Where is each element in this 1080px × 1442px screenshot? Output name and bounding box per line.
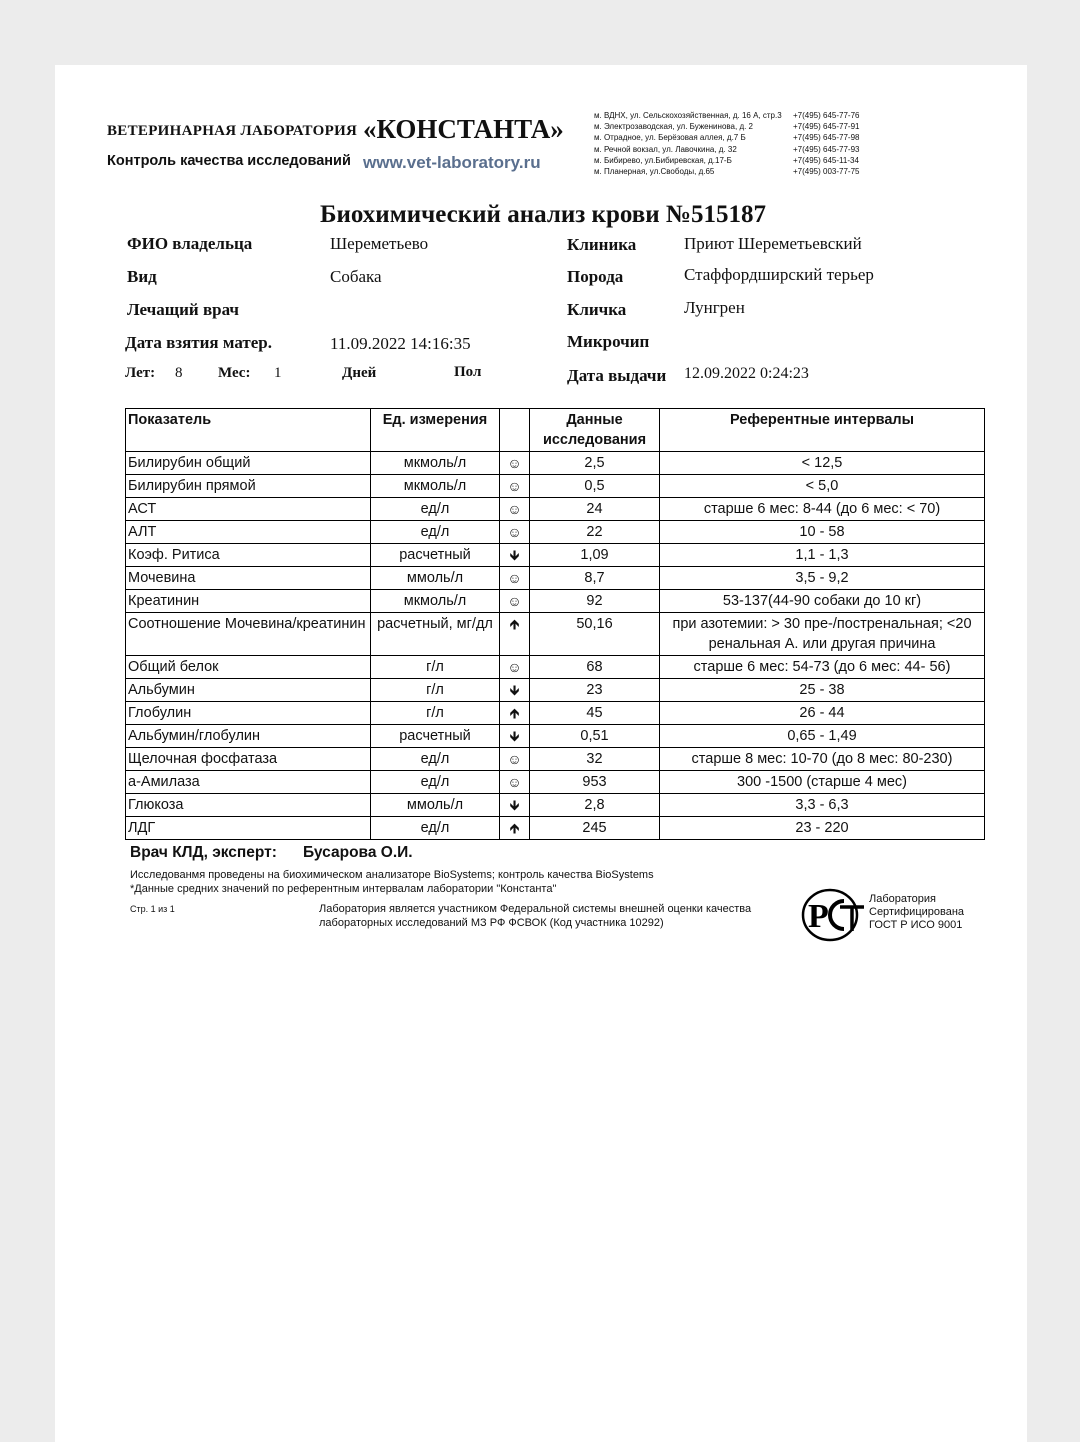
indicator-name: Коэф. Ритиса bbox=[126, 544, 371, 567]
lab-name: «КОНСТАНТА» bbox=[363, 114, 564, 144]
owner-value: Шереметьево bbox=[330, 234, 429, 253]
smiley-icon: ☺ bbox=[500, 656, 530, 679]
unit: мкмоль/л bbox=[371, 475, 500, 498]
unit: расчетный bbox=[371, 544, 500, 567]
clinic-value: Приют Шереметьевский bbox=[684, 234, 862, 253]
indicator-name: Билирубин общий bbox=[126, 452, 371, 475]
table-row bbox=[126, 544, 985, 567]
indicator-name: Альбумин bbox=[126, 679, 371, 702]
reference-interval: 10 - 58 bbox=[660, 521, 985, 544]
fsvok-member-note bbox=[319, 902, 751, 930]
result-value: 8,7 bbox=[530, 567, 660, 590]
indicator-name: Креатинин bbox=[126, 590, 371, 613]
unit: ед/л bbox=[371, 817, 500, 840]
address-list bbox=[594, 110, 782, 177]
phone-line: +7(495) 645-11-34 bbox=[793, 155, 859, 165]
indicator-name: Билирубин прямой bbox=[126, 475, 371, 498]
result-value: 45 bbox=[530, 702, 660, 725]
years-label: Лет: bbox=[125, 365, 156, 381]
document-page bbox=[55, 65, 1027, 1442]
smiley-icon: ☺ bbox=[500, 498, 530, 521]
smiley-icon: ☺ bbox=[500, 521, 530, 544]
clinic-label: Клиника bbox=[567, 235, 637, 254]
arrow-down-icon: 🡻 bbox=[500, 544, 530, 567]
phone-list bbox=[793, 110, 860, 177]
smiley-icon: ☺ bbox=[500, 475, 530, 498]
days-label: Дней bbox=[342, 365, 377, 381]
document-title: Биохимический анализ крови №515187 bbox=[320, 201, 767, 228]
table-row bbox=[126, 725, 985, 748]
member-line-1: Лаборатория является участником Федеральной системы внешней оценки качества bbox=[319, 903, 752, 915]
expert-label: Врач КЛД, эксперт: bbox=[130, 844, 277, 861]
unit: ед/л bbox=[371, 771, 500, 794]
species-label: Вид bbox=[127, 267, 157, 286]
unit: расчетный, мг/дл bbox=[371, 613, 500, 656]
reference-interval: < 5,0 bbox=[660, 475, 985, 498]
table-row bbox=[126, 521, 985, 544]
analyzer-note: Исследованмя проведены на биохимическом анализаторе BioSystems; контроль качества BioSystems bbox=[130, 869, 654, 881]
unit: ед/л bbox=[371, 498, 500, 521]
indicator-name: АСТ bbox=[126, 498, 371, 521]
breed-value: Стаффордширский терьер bbox=[684, 265, 874, 284]
result-value: 23 bbox=[530, 679, 660, 702]
phone-line: +7(495) 645-77-98 bbox=[793, 133, 860, 143]
indicator-name: Общий белок bbox=[126, 656, 371, 679]
reference-interval: 300 -1500 (старше 4 мес) bbox=[660, 771, 985, 794]
header-value: Данные исследования bbox=[530, 409, 660, 452]
unit: мкмоль/л bbox=[371, 590, 500, 613]
arrow-down-icon: 🡻 bbox=[500, 725, 530, 748]
result-value: 2,5 bbox=[530, 452, 660, 475]
arrow-up-icon: 🡹 bbox=[500, 817, 530, 840]
unit: г/л bbox=[371, 702, 500, 725]
result-value: 32 bbox=[530, 748, 660, 771]
address-line: м. Речной вокзал, ул. Лавочкина, д. 32 bbox=[594, 144, 737, 154]
months-value: 1 bbox=[274, 365, 282, 381]
smiley-icon: ☺ bbox=[500, 452, 530, 475]
result-value: 0,5 bbox=[530, 475, 660, 498]
header-reference: Референтные интервалы bbox=[660, 409, 985, 452]
unit: ед/л bbox=[371, 748, 500, 771]
table-row bbox=[126, 498, 985, 521]
address-line: м. Бибирево, ул.Бибиревская, д.17-Б bbox=[594, 155, 732, 165]
header-flag bbox=[500, 409, 530, 452]
sex-label: Пол bbox=[454, 364, 482, 380]
address-line: м. Планерная, ул.Свободы, д.65 bbox=[594, 167, 715, 177]
reference-interval: < 12,5 bbox=[660, 452, 985, 475]
reference-interval: 3,5 - 9,2 bbox=[660, 567, 985, 590]
reference-interval: старше 6 мес: 8-44 (до 6 мес: < 70) bbox=[660, 498, 985, 521]
reference-interval: 0,65 - 1,49 bbox=[660, 725, 985, 748]
table-row bbox=[126, 702, 985, 725]
breed-label: Порода bbox=[567, 267, 624, 286]
table-row bbox=[126, 475, 985, 498]
doctor-label: Лечащий врач bbox=[127, 300, 239, 319]
member-line-2: лабораторных исследований МЗ РФ ФСВОК (Код участника 10292) bbox=[319, 917, 664, 929]
result-value: 0,51 bbox=[530, 725, 660, 748]
certification-text bbox=[869, 893, 964, 932]
result-value: 953 bbox=[530, 771, 660, 794]
expert-name: Бусарова О.И. bbox=[303, 844, 413, 861]
results-table bbox=[125, 408, 985, 840]
page-number: Стр. 1 из 1 bbox=[130, 904, 175, 914]
unit: ммоль/л bbox=[371, 794, 500, 817]
smiley-icon: ☺ bbox=[500, 748, 530, 771]
months-label: Мес: bbox=[218, 365, 251, 381]
table-row bbox=[126, 748, 985, 771]
cert-line-1: Лаборатория bbox=[869, 893, 936, 905]
indicator-name: Глюкоза bbox=[126, 794, 371, 817]
cert-line-2: Сертифицирована bbox=[869, 906, 965, 918]
smiley-icon: ☺ bbox=[500, 590, 530, 613]
unit: г/л bbox=[371, 679, 500, 702]
reference-interval: 53-137(44-90 собаки до 10 кг) bbox=[660, 590, 985, 613]
address-line: м. Электрозаводская, ул. Буженинова, д. 2 bbox=[594, 122, 754, 132]
table-row bbox=[126, 452, 985, 475]
sample-date-value: 11.09.2022 14:16:35 bbox=[330, 334, 471, 353]
table-row bbox=[126, 656, 985, 679]
table-header-row bbox=[126, 409, 985, 452]
issue-date-label: Дата выдачи bbox=[567, 366, 667, 385]
address-line: м. Отрадное, ул. Берёзовая аллея, д.7 Б bbox=[594, 133, 746, 143]
lab-website: www.vet-laboratory.ru bbox=[363, 153, 541, 172]
result-value: 24 bbox=[530, 498, 660, 521]
phone-line: +7(495) 645-77-76 bbox=[793, 111, 860, 120]
table-row bbox=[126, 771, 985, 794]
reference-interval: 23 - 220 bbox=[660, 817, 985, 840]
reference-interval: 3,3 - 6,3 bbox=[660, 794, 985, 817]
arrow-down-icon: 🡻 bbox=[500, 679, 530, 702]
result-value: 22 bbox=[530, 521, 660, 544]
species-value: Собака bbox=[330, 267, 382, 286]
unit: ед/л bbox=[371, 521, 500, 544]
table-row bbox=[126, 613, 985, 656]
reference-interval: старше 6 мес: 54-73 (до 6 мес: 44- 56) bbox=[660, 656, 985, 679]
lab-subtitle: Контроль качества исследований bbox=[107, 153, 351, 169]
reference-interval: 25 - 38 bbox=[660, 679, 985, 702]
arrow-down-icon: 🡻 bbox=[500, 794, 530, 817]
nickname-label: Кличка bbox=[567, 300, 627, 319]
indicator-name: ЛДГ bbox=[126, 817, 371, 840]
unit: расчетный bbox=[371, 725, 500, 748]
cert-line-3: ГОСТ Р ИСО 9001 bbox=[869, 919, 963, 931]
unit: г/л bbox=[371, 656, 500, 679]
indicator-name: а-Амилаза bbox=[126, 771, 371, 794]
microchip-label: Микрочип bbox=[567, 332, 650, 351]
rst-certification-logo-icon bbox=[800, 887, 866, 948]
reference-note: *Данные средних значений по референтным интервалам лаборатории "Константа" bbox=[130, 883, 557, 895]
header-indicator: Показатель bbox=[126, 409, 371, 452]
lab-kind: ВЕТЕРИНАРНАЯ ЛАБОРАТОРИЯ bbox=[107, 123, 358, 139]
table-row bbox=[126, 567, 985, 590]
indicator-name: Альбумин/глобулин bbox=[126, 725, 371, 748]
reference-interval: старше 8 мес: 10-70 (до 8 мес: 80-230) bbox=[660, 748, 985, 771]
arrow-up-icon: 🡹 bbox=[500, 613, 530, 656]
table-row bbox=[126, 590, 985, 613]
result-value: 1,09 bbox=[530, 544, 660, 567]
arrow-up-icon: 🡹 bbox=[500, 702, 530, 725]
table-row bbox=[126, 794, 985, 817]
phone-line: +7(495) 645-77-93 bbox=[793, 144, 860, 154]
indicator-name: Мочевина bbox=[126, 567, 371, 590]
indicator-name: АЛТ bbox=[126, 521, 371, 544]
reference-interval: 26 - 44 bbox=[660, 702, 985, 725]
indicator-name: Глобулин bbox=[126, 702, 371, 725]
indicator-name: Щелочная фосфатаза bbox=[126, 748, 371, 771]
smiley-icon: ☺ bbox=[500, 567, 530, 590]
table-row bbox=[126, 679, 985, 702]
table-row bbox=[126, 817, 985, 840]
address-line: м. ВДНХ, ул. Сельскохозяйственная, д. 16 А, стр.3 bbox=[594, 111, 782, 120]
svg-text:P: P bbox=[808, 898, 829, 935]
issue-date-value: 12.09.2022 0:24:23 bbox=[684, 365, 809, 382]
smiley-icon: ☺ bbox=[500, 771, 530, 794]
header-unit: Ед. измерения bbox=[371, 409, 500, 452]
sample-date-label: Дата взятия матер. bbox=[125, 333, 272, 352]
phone-line: +7(495) 645-77-91 bbox=[793, 122, 860, 132]
result-value: 92 bbox=[530, 590, 660, 613]
unit: мкмоль/л bbox=[371, 452, 500, 475]
nickname-value: Лунгрен bbox=[684, 298, 745, 317]
unit: ммоль/л bbox=[371, 567, 500, 590]
result-value: 50,16 bbox=[530, 613, 660, 656]
reference-interval: 1,1 - 1,3 bbox=[660, 544, 985, 567]
result-value: 68 bbox=[530, 656, 660, 679]
reference-interval: при азотемии: > 30 пре-/постренальная; <20 ренальная А. или другая причина bbox=[660, 613, 985, 656]
result-value: 2,8 bbox=[530, 794, 660, 817]
owner-label: ФИО владельца bbox=[127, 234, 253, 253]
phone-line: +7(495) 003-77-75 bbox=[793, 167, 860, 177]
indicator-name: Соотношение Мочевина/креатинин bbox=[126, 613, 371, 656]
result-value: 245 bbox=[530, 817, 660, 840]
years-value: 8 bbox=[175, 365, 183, 381]
